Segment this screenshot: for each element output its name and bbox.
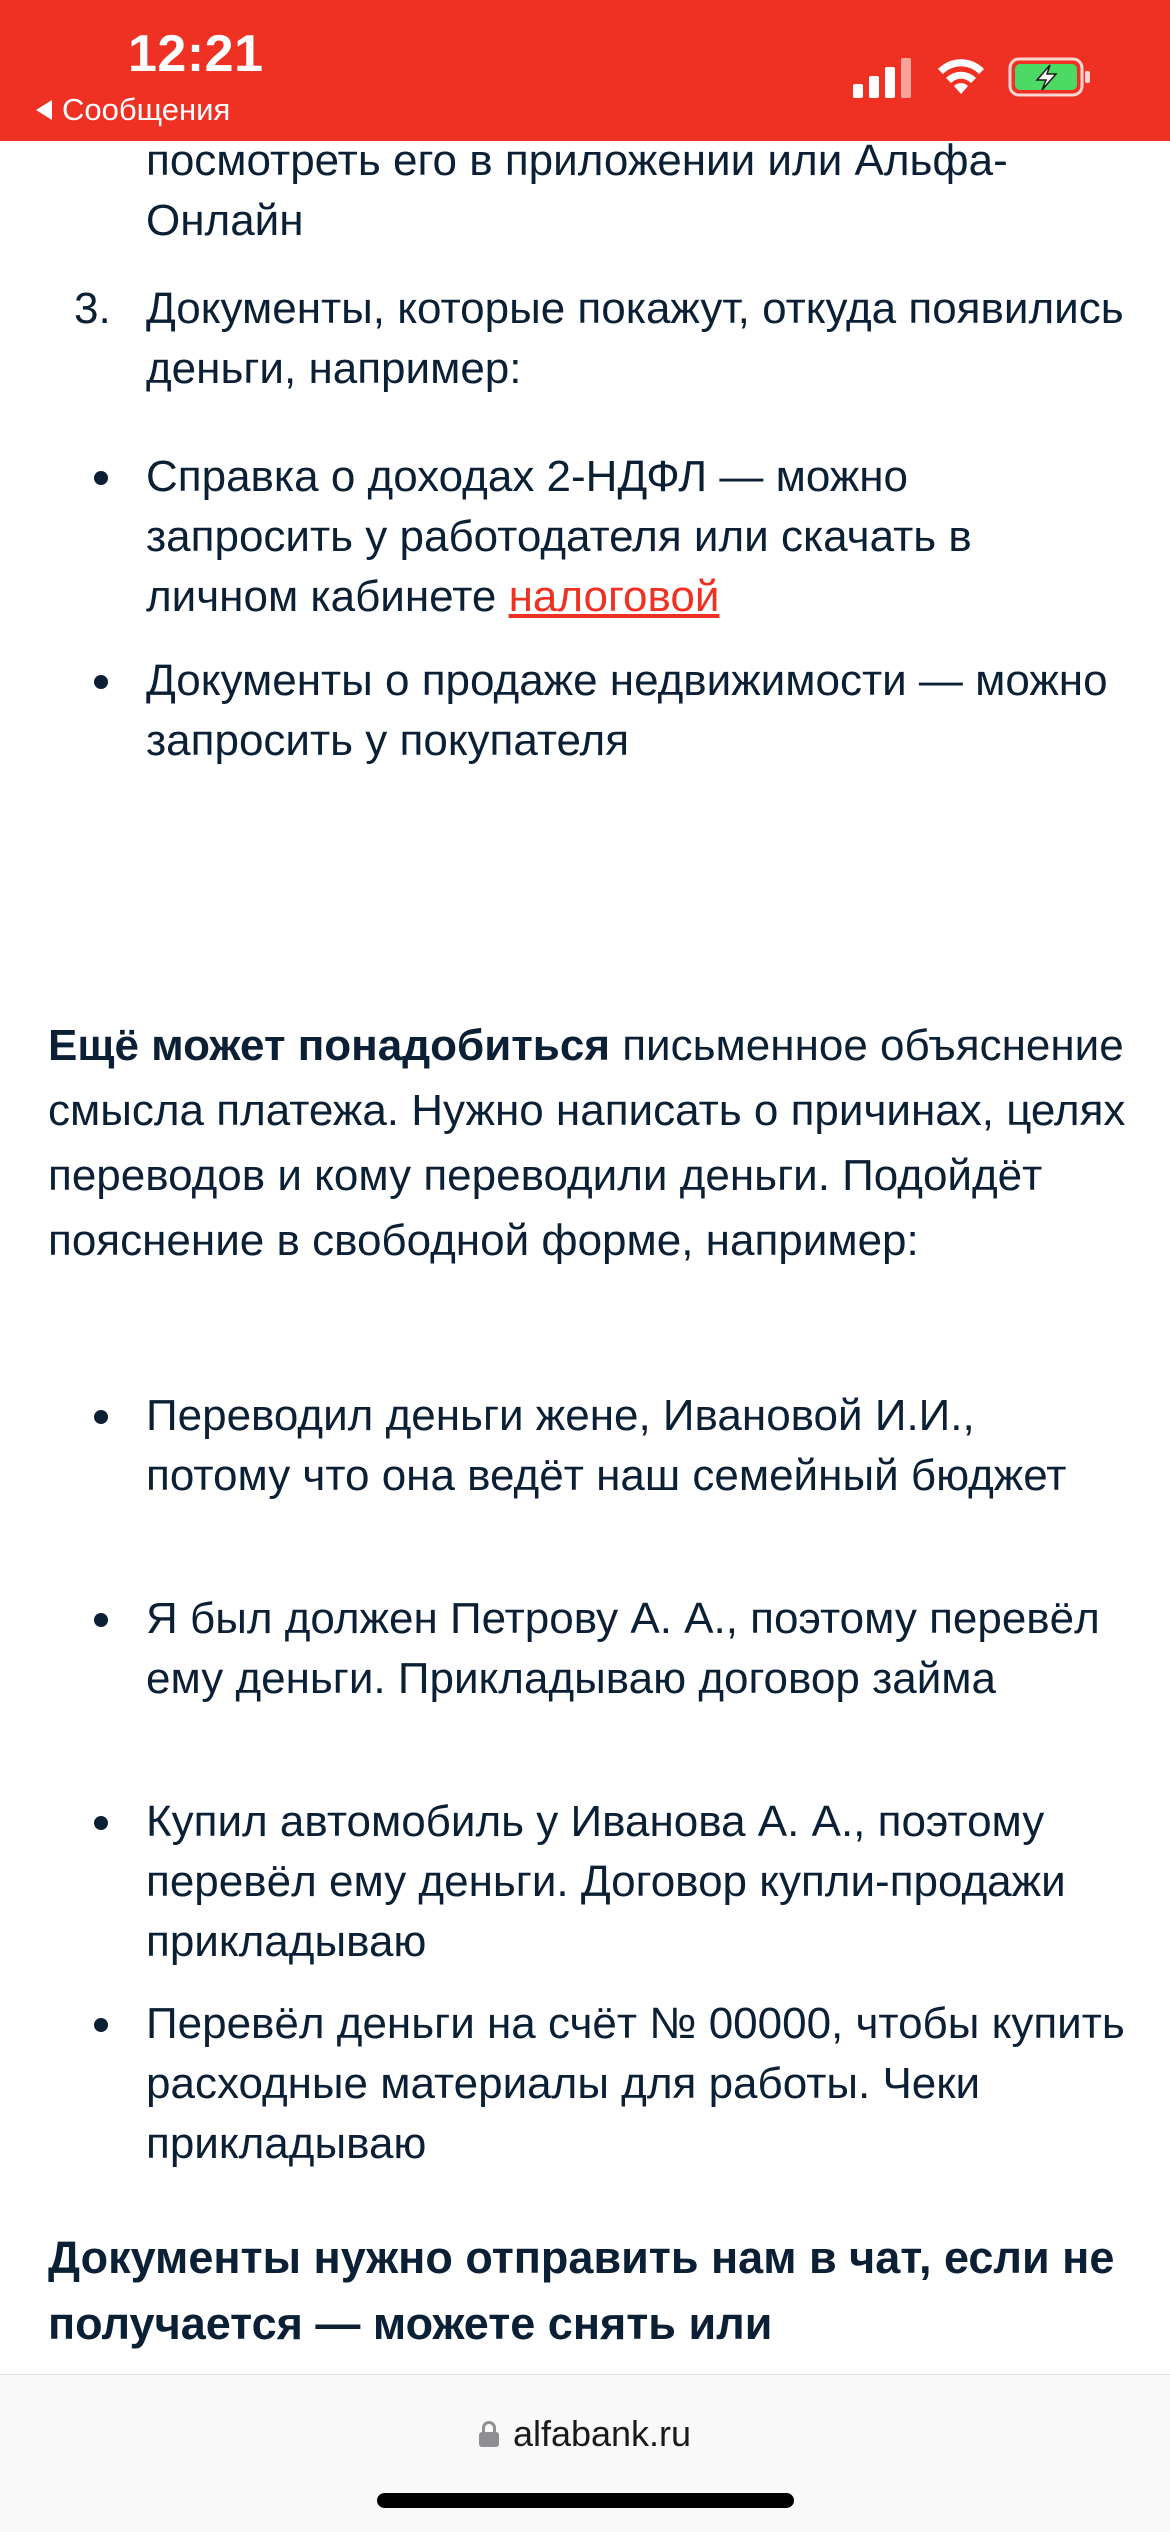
back-arrow-icon (36, 100, 52, 120)
bullet-text: Переводил деньги жене, Ивановой И.И., потому что она ведёт наш семейный бюджет (146, 1391, 1067, 1500)
list-number: 3. (74, 284, 111, 333)
url-text: alfabank.ru (512, 2413, 692, 2454)
bullet-dot (94, 1613, 108, 1627)
explanation-text: письменное объяснение смысла платежа. Нужно написать о причинах, целях переводов и кому переводили деньги. Подойдёт пояснение в свободной форме, например: (48, 1021, 1126, 1265)
bullet-text: Я был должен Петрову А. А., поэтому перевёл ему деньги. Прикладываю договор займа (146, 1594, 1100, 1703)
tax-office-link[interactable]: налоговой (508, 572, 720, 621)
example-bullet-2 (146, 1589, 1126, 1709)
cellular-signal-icon (853, 56, 915, 98)
status-time: 12:21 (128, 25, 264, 83)
bullet-dot (94, 1410, 108, 1424)
doc-bullet-ndfl (146, 447, 1126, 627)
continued-line-1: посмотреть его в приложении или Альфа- (146, 141, 1008, 185)
send-documents-heading: Документы нужно отправить нам в чат, если не получается — можете снять или (48, 2232, 1115, 2349)
bullet-text: Документы о продаже недвижимости — можно запросить у покупателя (146, 656, 1108, 765)
list-item-text: Документы, которые покажут, откуда появились деньги, например: (146, 284, 1124, 393)
continued-text (146, 141, 1136, 251)
explanation-paragraph (48, 1013, 1128, 1273)
back-to-messages-button[interactable] (36, 92, 230, 128)
wifi-icon (936, 54, 986, 96)
example-bullet-1 (146, 1386, 1126, 1506)
continued-line-2: Онлайн (146, 196, 304, 245)
back-label: Сообщения (62, 92, 231, 127)
lock-icon (479, 2421, 499, 2447)
example-bullet-3 (146, 1792, 1126, 1972)
status-bar (0, 0, 1170, 141)
bullet-dot (94, 1816, 108, 1830)
battery-charging-icon (1008, 56, 1092, 98)
bullet-text: Купил автомобиль у Иванова А. А., поэтому перевёл ему деньги. Договор купли-продажи прикладываю (146, 1797, 1066, 1966)
address-bar[interactable] (0, 2413, 1170, 2455)
example-bullet-4 (146, 1994, 1126, 2174)
home-indicator[interactable] (377, 2493, 794, 2508)
doc-bullet-property (146, 651, 1126, 771)
article-content (0, 141, 1170, 2374)
bullet-dot (94, 2018, 108, 2032)
explanation-bold: Ещё может понадобиться (48, 1021, 610, 1070)
bullet-text: Перевёл деньги на счёт № 00000, чтобы купить расходные материалы для работы. Чеки прикладываю (146, 1999, 1125, 2168)
browser-bottom-bar (0, 2374, 1170, 2532)
bullet-dot (94, 471, 108, 485)
bullet-dot (94, 675, 108, 689)
bullet-text: Справка о доходах 2-НДФЛ — можно запросить у работодателя или скачать в личном кабинете (146, 452, 972, 621)
